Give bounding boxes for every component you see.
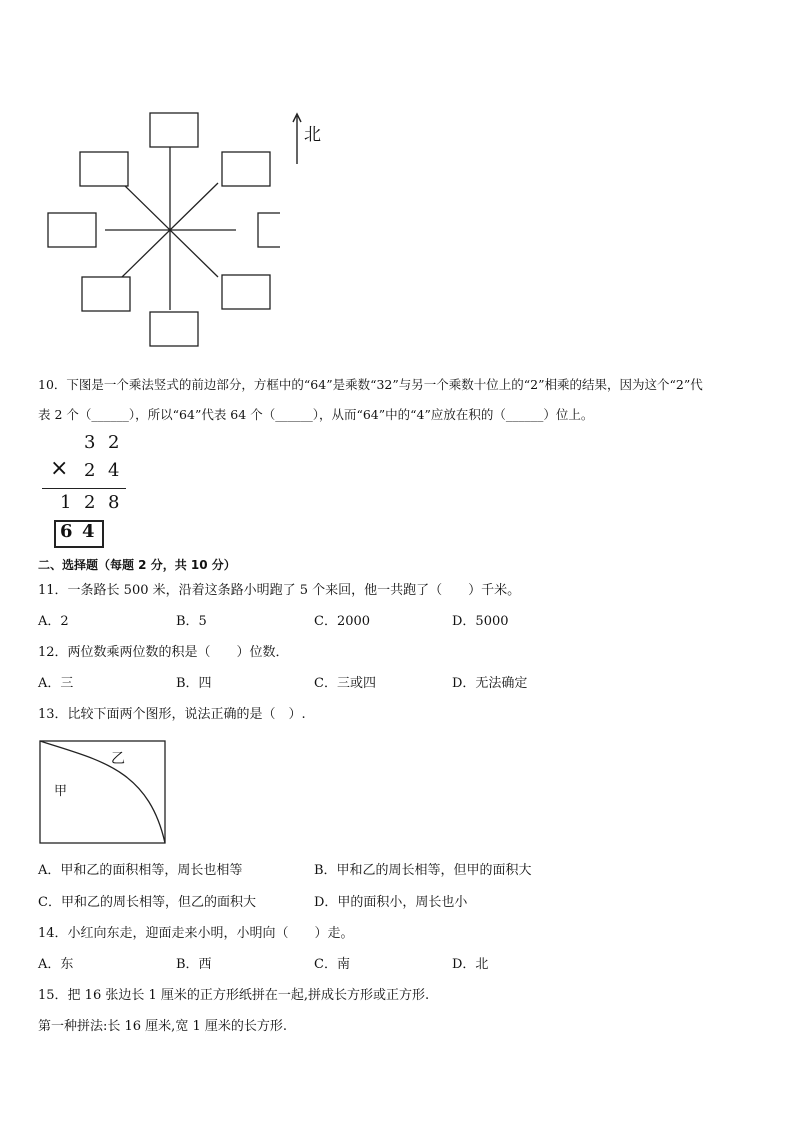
q13-stem: 13．比较下面两个图形，说法正确的是（ ）.	[38, 707, 306, 722]
mult-digit: 8	[108, 492, 120, 513]
q14-option-d[interactable]: D．北	[452, 957, 489, 972]
q11-stem: 11．一条路长 500 米，沿着这条路小明跑了 5 个来回，他一共跑了（ ）千米。	[38, 583, 521, 598]
mult-digit: 4	[108, 460, 120, 481]
q14-stem: 14．小红向东走，迎面走来小明，小明向（ ）走。	[38, 926, 354, 941]
q15-line2: 第一种拼法:长 16 厘米,宽 1 厘米的长方形.	[38, 1019, 287, 1034]
mult-digit: 3	[84, 432, 96, 453]
q10-line2: 表 2 个（______），所以“64”代表 64 个（______），从而“64”中的“4”应放在积的（______）位上。	[38, 407, 594, 422]
answer-box-se[interactable]	[222, 275, 270, 309]
mult-sign: ×	[50, 456, 69, 481]
answer-box-sw[interactable]	[82, 277, 130, 311]
q12-option-c[interactable]: C．三或四	[314, 676, 376, 691]
q14-option-b[interactable]: B．西	[176, 957, 212, 972]
answer-box-e[interactable]	[258, 213, 280, 247]
q11-option-b[interactable]: B．5	[176, 614, 207, 629]
mult-digit: 2	[84, 492, 96, 513]
north-label: 北	[304, 125, 321, 145]
compass-diagram	[40, 105, 280, 350]
mult-digit: 4	[82, 521, 95, 542]
answer-box-ne[interactable]	[222, 152, 270, 186]
q13-option-b[interactable]: B．甲和乙的周长相等，但甲的面积大	[314, 863, 532, 878]
q13-option-c[interactable]: C．甲和乙的周长相等，但乙的面积大	[38, 895, 256, 910]
mult-digit: 1	[60, 492, 72, 513]
q13-option-d[interactable]: D．甲的面积小，周长也小	[314, 895, 468, 910]
q12-option-b[interactable]: B．四	[176, 676, 212, 691]
answer-box-s[interactable]	[150, 312, 198, 346]
q12-stem: 12．两位数乘两位数的积是（ ）位数．	[38, 645, 289, 660]
q11-option-d[interactable]: D．5000	[452, 614, 509, 629]
q11-option-a[interactable]: A．2	[38, 614, 69, 629]
answer-box-n[interactable]	[150, 113, 198, 147]
q10-line1: 10．下图是一个乘法竖式的前边部分，方框中的“64”是乘数“32”与另一个乘数十位上的“2”相乘的结果，因为这个“2”代	[38, 377, 703, 392]
q15-line1: 15．把 16 张边长 1 厘米的正方形纸拼在一起,拼成长方形或正方形.	[38, 988, 430, 1003]
mult-digit: 2	[84, 460, 96, 481]
label-jia: 甲	[54, 784, 68, 799]
north-arrow-icon	[292, 112, 302, 166]
label-yi: 乙	[111, 751, 125, 767]
mult-digit: 2	[108, 432, 120, 453]
q12-option-a[interactable]: A．三	[38, 676, 74, 691]
q13-option-a[interactable]: A．甲和乙的面积相等，周长也相等	[38, 863, 243, 878]
answer-box-w[interactable]	[48, 213, 96, 247]
mult-digit: 6	[60, 521, 73, 542]
section-heading: 二、选择题（每题 2 分，共 10 分）	[38, 558, 236, 572]
mult-rule	[42, 488, 126, 489]
answer-box-nw[interactable]	[80, 152, 128, 186]
q12-option-d[interactable]: D．无法确定	[452, 676, 528, 691]
q11-option-c[interactable]: C．2000	[314, 614, 371, 629]
q14-option-a[interactable]: A．东	[38, 957, 74, 972]
q14-option-c[interactable]: C．南	[314, 957, 350, 972]
